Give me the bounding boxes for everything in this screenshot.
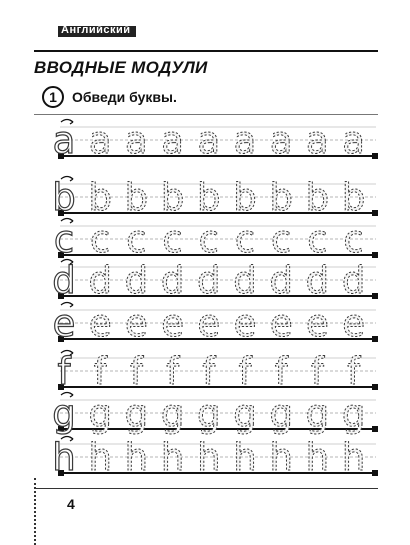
traceable-letter-g: g bbox=[52, 392, 76, 435]
traceable-letter-a: a bbox=[88, 119, 112, 162]
traceable-letter-b: b bbox=[305, 176, 330, 219]
traceable-letter-e: e bbox=[342, 302, 365, 345]
traceable-letter-d: d bbox=[124, 259, 149, 302]
tracing-row-e bbox=[53, 302, 378, 345]
traceable-letter-a: a bbox=[197, 119, 221, 162]
traceable-letter-d: d bbox=[305, 259, 330, 302]
traceable-letter-h: h bbox=[269, 436, 293, 479]
traceable-letter-h: h bbox=[305, 436, 330, 479]
traceable-letter-f: f bbox=[166, 350, 180, 393]
traceable-letter-c: c bbox=[53, 218, 75, 261]
traceable-letter-f: f bbox=[238, 350, 252, 393]
tracing-row-g bbox=[52, 392, 378, 435]
task-number: 1 bbox=[42, 86, 64, 108]
traceable-letter-c: c bbox=[307, 218, 328, 261]
traceable-letter-g: g bbox=[269, 392, 293, 435]
traceable-letter-e: e bbox=[161, 302, 184, 345]
traceable-letter-e: e bbox=[306, 302, 329, 345]
traceable-letter-g: g bbox=[341, 392, 366, 435]
task-instruction: Обведи буквы. bbox=[72, 89, 177, 105]
traceable-letter-h: h bbox=[341, 436, 366, 479]
traceable-letter-f: f bbox=[129, 350, 143, 393]
traceable-letter-d: d bbox=[269, 259, 293, 302]
traceable-letter-a: a bbox=[342, 119, 365, 162]
traceable-letter-b: b bbox=[88, 176, 112, 219]
baseline-right-marker bbox=[372, 336, 378, 342]
baseline-right-marker bbox=[372, 293, 378, 299]
traceable-letter-e: e bbox=[269, 302, 293, 345]
traceable-letter-d: d bbox=[52, 259, 76, 302]
traceable-letter-b: b bbox=[160, 176, 185, 219]
traceable-letter-c: c bbox=[343, 218, 364, 261]
traceable-letter-b: b bbox=[197, 176, 221, 219]
traceable-letter-g: g bbox=[160, 392, 185, 435]
baseline-right-marker bbox=[372, 252, 378, 258]
traceable-letter-g: g bbox=[88, 392, 112, 435]
traceable-letter-a: a bbox=[52, 119, 76, 162]
traceable-letter-h: h bbox=[197, 436, 221, 479]
traceable-letter-e: e bbox=[52, 302, 76, 345]
page-number: 4 bbox=[67, 496, 75, 512]
traceable-letter-e: e bbox=[233, 302, 257, 345]
traceable-letter-c: c bbox=[162, 218, 183, 261]
traceable-letter-d: d bbox=[233, 259, 257, 302]
baseline-right-marker bbox=[372, 470, 378, 476]
traceable-letter-h: h bbox=[124, 436, 149, 479]
traceable-letter-b: b bbox=[341, 176, 366, 219]
traceable-letter-b: b bbox=[269, 176, 293, 219]
traceable-letter-a: a bbox=[269, 119, 293, 162]
traceable-letter-f: f bbox=[310, 350, 324, 393]
traceable-letter-e: e bbox=[88, 302, 112, 345]
baseline-right-marker bbox=[372, 210, 378, 216]
traceable-letter-b: b bbox=[52, 176, 76, 219]
traceable-letter-e: e bbox=[197, 302, 221, 345]
traceable-letter-a: a bbox=[306, 119, 329, 162]
tracing-row-d bbox=[52, 259, 378, 302]
traceable-letter-g: g bbox=[233, 392, 257, 435]
traceable-letter-f: f bbox=[93, 350, 107, 393]
traceable-letter-c: c bbox=[234, 218, 256, 261]
traceable-letter-b: b bbox=[233, 176, 257, 219]
traceable-letter-f: f bbox=[202, 350, 216, 393]
tracing-row-h bbox=[52, 436, 378, 479]
traceable-letter-h: h bbox=[160, 436, 185, 479]
traceable-letter-f: f bbox=[274, 350, 288, 393]
traceable-letter-g: g bbox=[124, 392, 149, 435]
traceable-letter-g: g bbox=[305, 392, 330, 435]
traceable-letter-h: h bbox=[52, 436, 76, 479]
tracing-row-b bbox=[52, 176, 378, 219]
traceable-letter-d: d bbox=[88, 259, 112, 302]
baseline-right-marker bbox=[372, 153, 378, 159]
traceable-letter-b: b bbox=[124, 176, 149, 219]
section-title: ВВОДНЫЕ МОДУЛИ bbox=[34, 58, 208, 77]
traceable-letter-f: f bbox=[347, 350, 361, 393]
baseline-right-marker bbox=[372, 384, 378, 390]
traceable-letter-c: c bbox=[271, 218, 292, 261]
traceable-letter-d: d bbox=[341, 259, 366, 302]
traceable-letter-f: f bbox=[57, 350, 71, 393]
traceable-letter-d: d bbox=[160, 259, 185, 302]
traceable-letter-a: a bbox=[161, 119, 184, 162]
traceable-letter-c: c bbox=[90, 218, 111, 261]
traceable-letter-a: a bbox=[125, 119, 148, 162]
traceable-letter-h: h bbox=[233, 436, 257, 479]
traceable-letter-e: e bbox=[125, 302, 148, 345]
traceable-letter-h: h bbox=[88, 436, 112, 479]
baseline-right-marker bbox=[372, 426, 378, 432]
logo-text: Английский в фокусе bbox=[61, 24, 131, 48]
tracing-row-c bbox=[54, 218, 378, 261]
traceable-letter-a: a bbox=[233, 119, 257, 162]
traceable-letter-d: d bbox=[197, 259, 221, 302]
tracing-row-a bbox=[53, 119, 378, 162]
traceable-letter-c: c bbox=[126, 218, 147, 261]
tracing-row-f bbox=[57, 350, 378, 393]
traceable-letter-g: g bbox=[197, 392, 221, 435]
footer-rule bbox=[34, 488, 378, 489]
traceable-letter-c: c bbox=[198, 218, 219, 261]
